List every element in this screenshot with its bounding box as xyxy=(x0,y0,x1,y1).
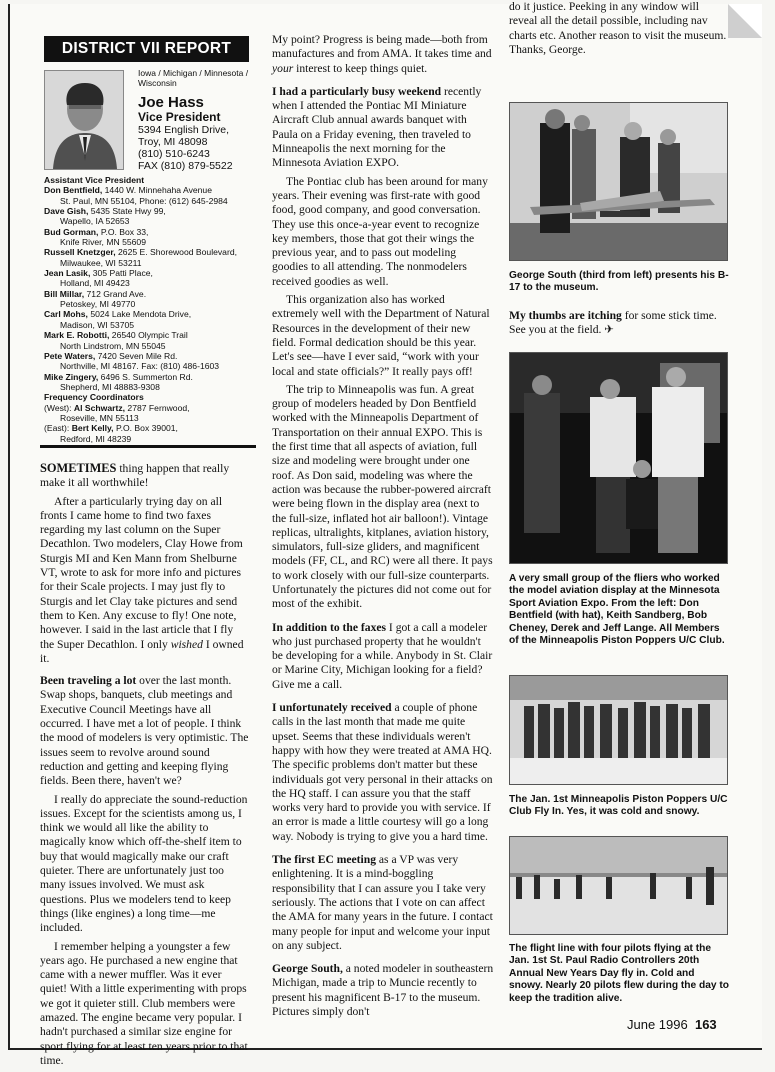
directory-entry: Carl Mohs, 5024 Lake Mendota Drive, Madison, WI 53705 xyxy=(44,309,192,330)
freq-heading: Frequency Coordinators xyxy=(44,392,144,403)
caption-expo: A very small group of the fliers who worked the model aviation display at the Minnesota Sport Aviation Expo. From the left: Don Bentfield (with hat), Keith Sandberg, Bob Cheney, Derek and Jeff Lange. All Members of the Minneapolis Piston Poppers U/C Club. xyxy=(509,573,725,647)
paragraph: The Pontiac club has been around for many years. Their evening was first-rate with good food, good company, and good conversation. They use this once-a-year event to recognize key members, those that got their wings the previous year, and to pass out modeling goodies to all attending. The nonmodelers received goodies as well. xyxy=(272,174,488,288)
directory-entry: Bill Millar, 712 Grand Ave. Petoskey, MI 49770 xyxy=(44,288,147,310)
vp-contact xyxy=(138,124,258,172)
vp-phone: (810) 510-6243 xyxy=(138,148,210,160)
officer-directory xyxy=(44,175,258,444)
directory-entry: Don Bentfield, 1440 W. Minnehaha Avenue St. Paul, MN 55104, Phone: (612) 645-2984 xyxy=(44,185,228,206)
caption-b17: George South (third from left) presents his B-17 to the museum. xyxy=(509,270,729,294)
directory-entry: Dave Gish, 5435 State Hwy 99, Wapello, IA 52653 xyxy=(44,206,166,227)
paragraph: George South, a noted modeler in southeastern Michigan, made a trip to Muncie recently to present his magnificent B-17 to the museum. Pictures simply don't xyxy=(272,962,494,1018)
lead-in: I had a particularly busy weekend xyxy=(272,84,442,98)
paragraph: I really do appreciate the sound-reduction issues. Except for the scientists among us, I think we would all like the ability to magically know which off-the-shelf item to buy that would magically make our craft quieter. There are unfortunately just too many issues involved. We must ask questions. Plus we modelers tend to keep things (like engines) a long time—me included. xyxy=(40,792,248,935)
article-column-3 xyxy=(509,0,728,61)
lead-in: SOMETIMES xyxy=(40,461,117,475)
section-banner: DISTRICT VII REPORT xyxy=(44,36,249,62)
paragraph: The first EC meeting as a VP was very enlightening. It is a mind-boggling responsibility that I can assure you I take very seriously. The actions that I vote on can affect the AMA for many years in the future. I contact many people for input and welcome your input on any subject. xyxy=(272,853,493,952)
paragraph: SOMETIMES thing happen that really make it all worthwhile! xyxy=(40,461,230,490)
paragraph: I had a particularly busy weekend recently when I attended the Pontiac MI Miniature Aircraft Club annual awards banquet with Paula on a Friday evening, then traveled to Minneapolis the next morning for the Minnesota Aviation EXPO. xyxy=(272,84,482,170)
paragraph: This organization also has worked extremely well with the Department of Natural Resources in the development of their new field. Formal dedication should be this year. Let's see—have I ever said, “work with your local and state officials?” It really pays off! xyxy=(272,293,490,378)
avp-list xyxy=(44,185,258,392)
caption-flyin: The Jan. 1st Minneapolis Piston Poppers U/C Club Fly In. Yes, it was cold and snowy. xyxy=(509,794,728,818)
paragraph: My point? Progress is being made—both from manufactures and from AMA. It takes time and your interest to keep things quiet. xyxy=(272,33,492,75)
district-states: Iowa / Michigan / Minnesota / Wisconsin xyxy=(138,68,249,88)
paragraph: In addition to the faxes I got a call a modeler who just purchased property that he wouldn't be developing for a while. Anybody in St. Clair or Marine City, Michigan looking for a field? Give me a call. xyxy=(272,620,493,691)
freq-coordinator-entry: (East): Bert Kelly, P.O. Box 39001, Redford, MI 48239 xyxy=(44,423,178,444)
page-footer xyxy=(627,1017,717,1032)
lead-in: The first EC meeting xyxy=(272,853,377,867)
lead-in: George South, xyxy=(272,962,343,976)
photo-piston-poppers-flyin xyxy=(509,675,728,785)
paragraph: My thumbs are itching for some stick time. See you at the field. ✈ xyxy=(509,309,717,337)
article-column-1 xyxy=(40,461,250,1072)
directory-entry: Mike Zingery, 6496 S. Summerton Rd. Shepherd, MI 48883-9308 xyxy=(44,371,193,392)
directory-entry: Bud Gorman, P.O. Box 33, Knife River, MN 55609 xyxy=(44,226,149,248)
paragraph: I remember helping a youngster a few years ago. He purchased a new engine that came with a newer muffler. Was it ever quiet! With a little experimenting with props we got it quieter still. Club members were amazed. The engine became very popular. I hadn't purchased a similar size engine for sport flying for at least ten years prior to that time. xyxy=(40,939,248,1067)
paragraph-continuation: do it justice. Peeking in any window will reveal all the detail possible, including nav charts etc. Another reason to visit the museum. Thanks, George. xyxy=(509,0,727,56)
directory-entry: Russell Knetzger, 2625 E. Shorewood Boulevard, Milwaukee, WI 53211 xyxy=(44,247,237,268)
vp-title: Vice President xyxy=(138,110,221,124)
directory-entry: Pete Waters, 7420 Seven Mile Rd. Northville, MI 48167. Fax: (810) 486-1603 xyxy=(44,350,220,372)
directory-entry: Mark E. Robotti, 26540 Olympic Trail North Lindstrom, MN 55045 xyxy=(44,330,188,351)
paragraph: After a particularly trying day on all fronts I came home to find two faxes regarding my last column on the Super Decathlon. Two modelers, Clay Howe from Sturgis MI and Ken Mann from Shelburne VT, wrote to ask for more info and pictures for their Scale projects. I may just fly to Sturgis and let Clay take pictures and send them to Ken. Any excuse to fly! One note, however. I said in the last article that I fly the Super Decathlon. I only wished I owned it. xyxy=(40,494,244,665)
avp-heading: Assistant Vice President xyxy=(44,175,145,185)
vp-portrait-photo xyxy=(44,70,124,170)
lead-in: My thumbs are itching xyxy=(509,309,622,322)
photo-expo-group xyxy=(509,352,728,564)
freq-list xyxy=(44,403,258,444)
paragraph: Been traveling a lot over the last month. Swap shops, banquets, club meetings and Executive Council Meetings have all occurred. I have met a lot of people. I think the mood of modelers is very optimistic. The issues seem to revolve around sound reduction and getting and keeping flying fields. Been there, haven't we? xyxy=(40,674,249,788)
paragraph: I unfortunately received a couple of phone calls in the last month that made me quite upset. Seems that these individuals weren't happy with how they were treated at AMA HQ. The specific problems don't matter but these individuals got very personal in their attacks on the HQ staff. I can assure you that the staff works very hard to provide you with service. If an error is made a little courtesy will go a long way. Nobody is trying to give you a hard time. xyxy=(272,701,493,843)
article-column-3-closing xyxy=(509,309,728,342)
lead-in: In addition to the faxes xyxy=(272,620,387,634)
page-number: 163 xyxy=(694,1017,717,1032)
vp-address-line2: Troy, MI 48098 xyxy=(138,136,208,148)
caption-flight-line: The flight line with four pilots flying at the Jan. 1st St. Paul Radio Controllers 20th Annual New Years Day fly in. Cold and snowy. Nearly 20 pilots flew during the day to keep the tradition alive. xyxy=(509,943,730,1004)
vp-fax: FAX (810) 879-5522 xyxy=(138,160,233,172)
photo-flight-line xyxy=(509,836,728,935)
lead-in: I unfortunately received xyxy=(272,701,392,715)
article-column-2 xyxy=(272,33,494,1023)
paragraph: The trip to Minneapolis was fun. A great group of modelers headed by Don Bentfield worked with the Minneapolis Department of Transportation on their annual EXPO. This is the first time that all aspects of aviation, full size and modeling were brought under one roof. As Don said, modeling was where the action was because the rubber-powered aircraft were being flown in the display area (next to the full-size, inflated hot air balloon!). Vintage replicas, ultralights, kitplanes, aviation history, simulators, full-size gliders, and magnificent models (FF, CL, and RC) were all there. It pays to work closely with our full-size counterparts. Unfortunately the pictures did not come out for most of the exhibit. xyxy=(272,382,493,611)
directory-entry: Jean Lasik, 305 Patti Place, Holland, MI 49423 xyxy=(44,268,153,289)
page-curl xyxy=(728,4,762,38)
directory-divider xyxy=(40,445,256,448)
lead-in: Been traveling a lot xyxy=(40,674,137,688)
freq-coordinator-entry: (West): Al Schwartz, 2787 Fernwood, Roseville, MN 55113 xyxy=(44,402,190,423)
vp-address-line1: 5394 English Drive, xyxy=(138,124,230,136)
issue-date: June 1996 xyxy=(627,1017,688,1032)
vp-name: Joe Hass xyxy=(138,94,204,111)
photo-b17-presentation xyxy=(509,102,728,261)
